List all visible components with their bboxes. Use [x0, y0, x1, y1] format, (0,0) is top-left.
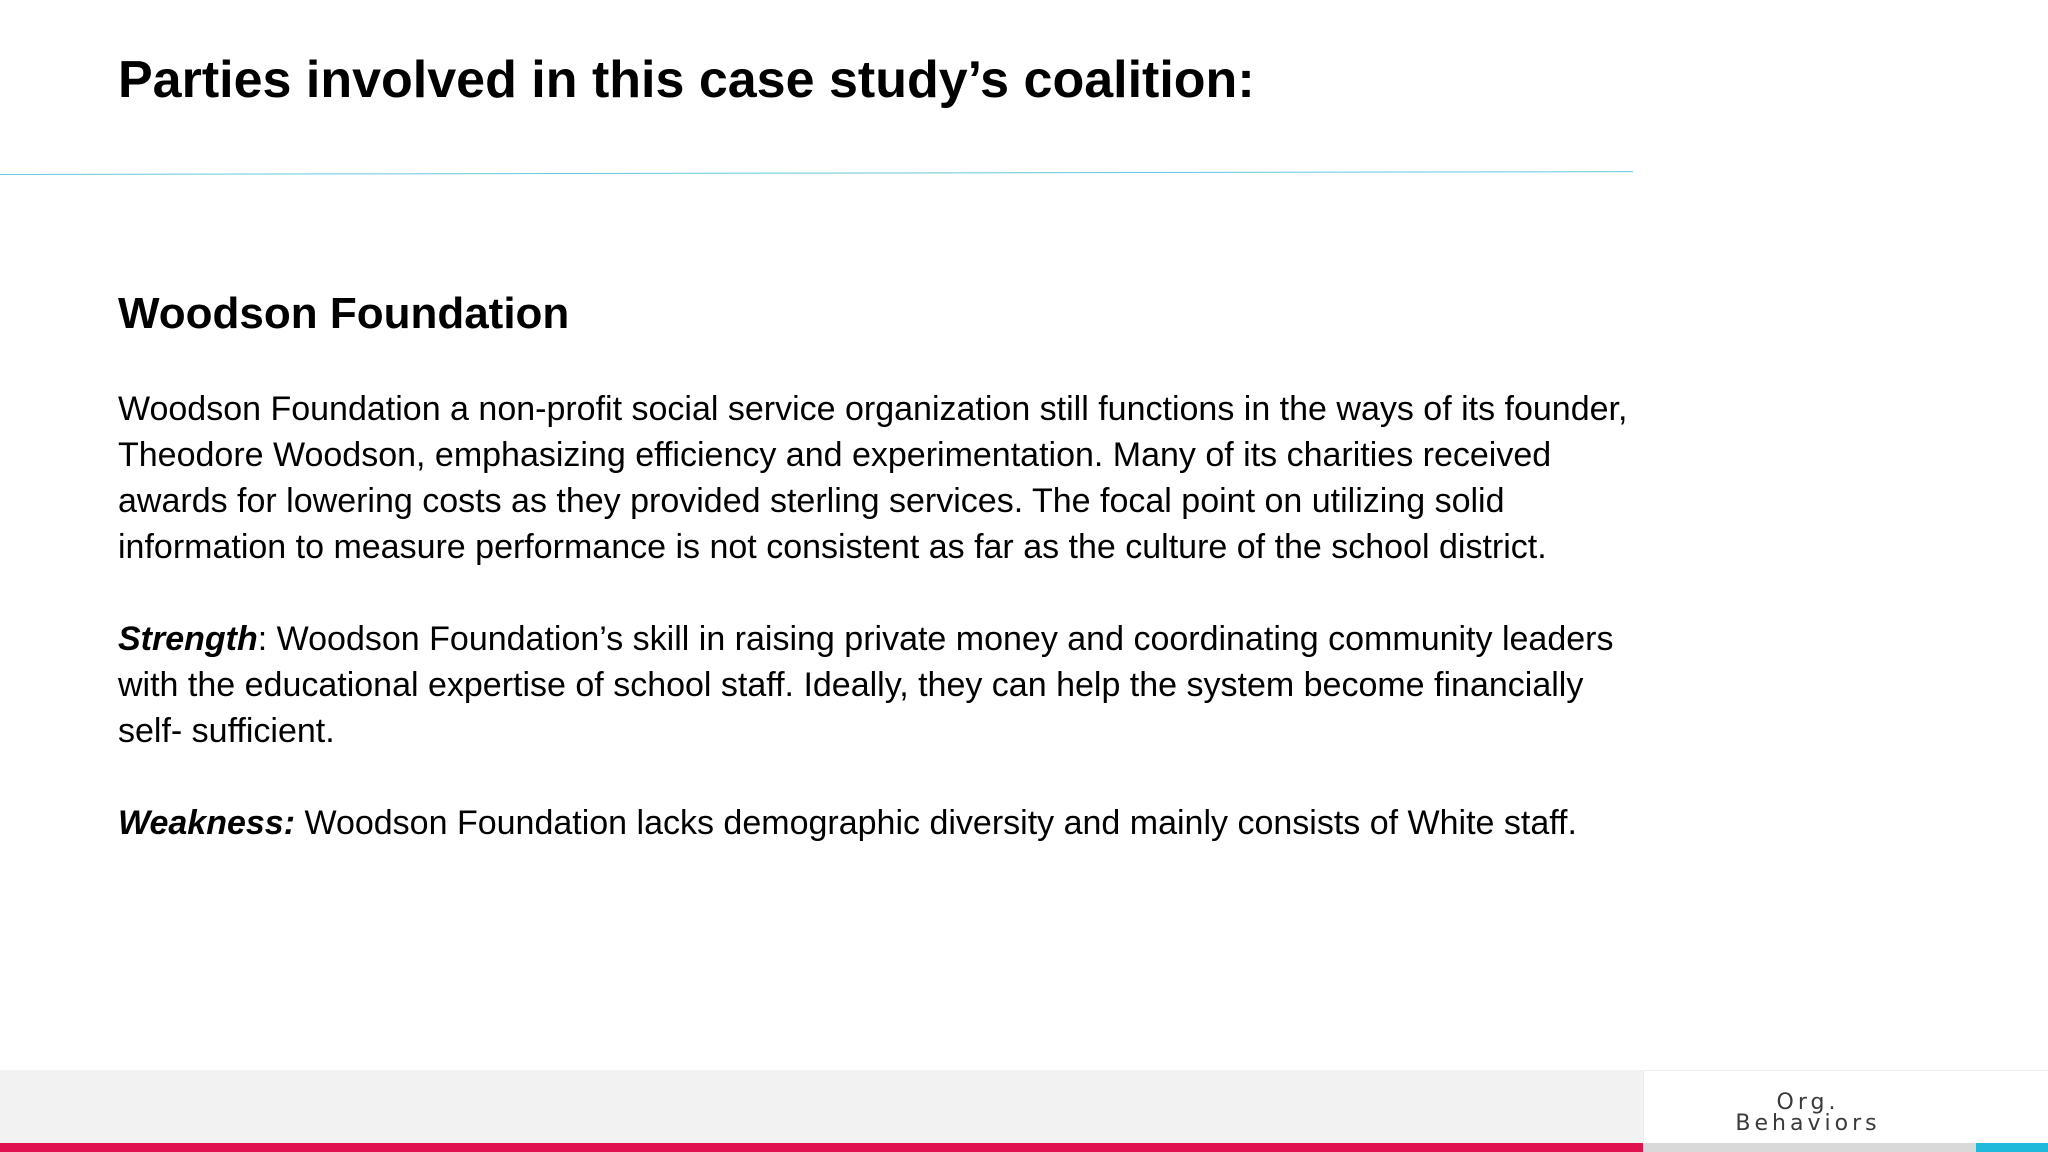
description-line: awards for lowering costs as they provided sterling services. The focal point on utilizing solid: [118, 482, 1505, 520]
strength-line: self- sufficient.: [118, 712, 335, 750]
slide-body: [118, 386, 1718, 846]
footer-accent-gray: [1643, 1143, 1976, 1152]
footer-brand-line: Behaviors: [1735, 1111, 1881, 1136]
description-line: Theodore Woodson, emphasizing efficiency and experimentation. Many of its charities received: [118, 436, 1552, 474]
weakness-label: Weakness:: [118, 804, 296, 842]
weakness-text: Woodson Foundation lacks demographic diversity and mainly consists of White staff.: [295, 804, 1577, 842]
description-line: information to measure performance is not consistent as far as the culture of the school district.: [118, 528, 1547, 566]
footer-brand: [1643, 1092, 1973, 1134]
strength-line: [118, 616, 1718, 662]
slide-title: Parties involved in this case study’s coalition:: [118, 51, 1255, 109]
paragraph-gap: [118, 754, 1718, 800]
description-line: Woodson Foundation a non-profit social service organization still functions in the ways of its founder,: [118, 390, 1628, 428]
strength-text: : Woodson Foundation’s skill in raising private money and coordinating community leaders: [257, 620, 1614, 658]
title-divider: [0, 171, 1633, 175]
footer-brand-line: Org.: [1776, 1090, 1840, 1115]
paragraph-gap: [118, 570, 1718, 616]
strength-label: Strength: [118, 620, 258, 658]
footer-accent-cyan: [1976, 1143, 2048, 1152]
strength-line: with the educational expertise of school staff. Ideally, they can help the system become financially: [118, 666, 1584, 704]
section-heading: Woodson Foundation: [118, 289, 570, 338]
footer-band: [0, 1070, 1643, 1143]
footer-accent-red: [0, 1143, 1643, 1152]
weakness-line: [118, 800, 1718, 846]
